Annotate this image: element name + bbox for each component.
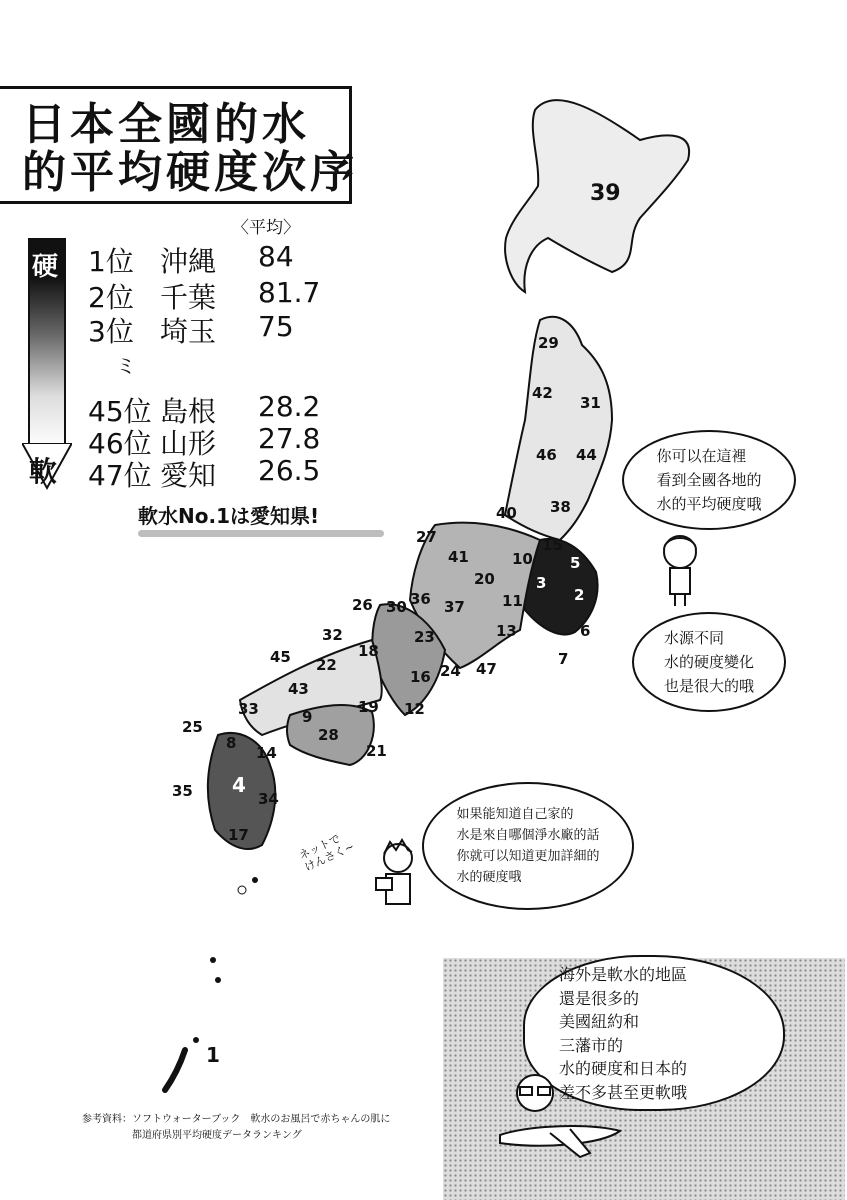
pref-number: 43 [288, 680, 309, 698]
soft-label: 軟 [29, 455, 58, 488]
prefecture: 島根 [160, 395, 217, 428]
rank: 46位 [88, 427, 152, 460]
pref-number: 34 [258, 790, 279, 808]
rank: 47位 [88, 459, 152, 492]
map-hint-bubble [622, 430, 796, 530]
ellipsis-mark: ミ [116, 354, 136, 378]
average-label: 〈平均〉 [232, 218, 300, 238]
rank: 3位 [88, 315, 134, 348]
prefecture: 山形 [160, 427, 217, 460]
map-hint-text: 你可以在這裡 看到全國各地的 水的平均硬度哦 [656, 447, 762, 513]
pref-number: 40 [496, 504, 517, 522]
prefecture: 沖縄 [160, 245, 217, 278]
pref-number: 10 [512, 550, 533, 568]
pref-number: 29 [538, 334, 559, 352]
hardness-value: 84 [258, 240, 294, 273]
rank: 2位 [88, 281, 134, 314]
rank: 1位 [88, 245, 134, 278]
hardness-value: 28.2 [258, 390, 321, 423]
pref-number: 44 [576, 446, 597, 464]
pref-number: 45 [270, 648, 291, 666]
pref-number: 46 [536, 446, 557, 464]
pref-number: 35 [172, 782, 193, 800]
pref-number: 32 [322, 626, 343, 644]
island-dot [210, 957, 216, 963]
local-plant-text: 如果能知道自己家的 水是來自哪個淨水廠的話 你就可以知道更加詳細的 水的硬度哦 [456, 807, 600, 885]
pref-number: 13 [496, 622, 517, 640]
hokkaido-number: 39 [590, 181, 621, 206]
hardness-value: 75 [258, 310, 294, 343]
reference-note: 参考資料：ソフトウォーターブック 軟水のお風呂で赤ちゃんの肌に 都道府県別平均硬度データランキング [82, 1114, 391, 1141]
girl-character-icon [650, 530, 710, 610]
source-varies-bubble [632, 612, 786, 712]
pref-number: 41 [448, 548, 469, 566]
pref-number: 23 [414, 628, 435, 646]
pref-number: 6 [580, 622, 591, 640]
pref-number: 17 [228, 826, 249, 844]
prefecture: 千葉 [160, 281, 217, 314]
pref-number: 37 [444, 598, 465, 616]
pref-number: 22 [316, 656, 337, 674]
man-airplane-icon [490, 1065, 630, 1175]
hardness-value: 81.7 [258, 276, 321, 309]
pref-number: 2 [574, 586, 585, 604]
local-plant-bubble [422, 782, 634, 910]
pref-number: 26 [352, 596, 373, 614]
pref-number: 11 [502, 592, 523, 610]
prefecture: 埼玉 [160, 315, 217, 348]
pref-number: 20 [474, 570, 495, 588]
island-dot [252, 877, 258, 883]
pref-number: 12 [404, 700, 425, 718]
source-varies-text: 水源不同 水的硬度變化 也是很大的哦 [663, 629, 754, 695]
overseas-text: 海外是軟水的地區 還是很多的 美國紐約和 三藩市的 水的硬度和日本的 差不多甚至更軟哦 [559, 965, 688, 1102]
boy-character-icon [368, 838, 428, 918]
okinawa-number: 1 [206, 1043, 220, 1067]
pref-number: 33 [238, 700, 259, 718]
pref-number: 18 [358, 642, 379, 660]
prefecture: 愛知 [160, 459, 217, 492]
title-line-1: 日本全國的水 [22, 99, 310, 150]
island-dot [238, 886, 246, 894]
pref-number: 21 [366, 742, 387, 760]
soft-water-note: 軟水No.1は愛知県! [138, 504, 320, 528]
okinawa-islands [165, 1050, 185, 1090]
title-line-2: 的平均硬度次序 [22, 147, 358, 198]
pref-number: 8 [226, 734, 237, 752]
pref-number: 38 [550, 498, 571, 516]
pref-number: 24 [440, 662, 461, 680]
pref-number: 16 [410, 668, 431, 686]
pref-number: 9 [302, 708, 313, 726]
island-dot [193, 1037, 199, 1043]
pref-number: 25 [182, 718, 203, 736]
pref-number: 7 [558, 650, 569, 668]
pref-number: 31 [580, 394, 601, 412]
pref-number: 19 [358, 698, 379, 716]
pref-number: 27 [416, 528, 437, 546]
hard-label: 硬 [32, 252, 59, 282]
island-dot [215, 977, 221, 983]
pref-number: 42 [532, 384, 553, 402]
pref-number: 36 [410, 590, 431, 608]
rank: 45位 [88, 395, 152, 428]
pref-number: 47 [476, 660, 497, 678]
hardness-value: 26.5 [258, 454, 321, 487]
pref-number: 5 [570, 554, 581, 572]
pref-number: 4 [232, 773, 246, 797]
pref-number: 15 [542, 536, 563, 554]
hardness-value: 27.8 [258, 422, 321, 455]
pref-number: 30 [386, 598, 407, 616]
pref-number: 14 [256, 744, 277, 762]
pref-number: 3 [536, 574, 547, 592]
search-note: ネットで けんさく~ [296, 831, 357, 875]
pref-number: 28 [318, 726, 339, 744]
